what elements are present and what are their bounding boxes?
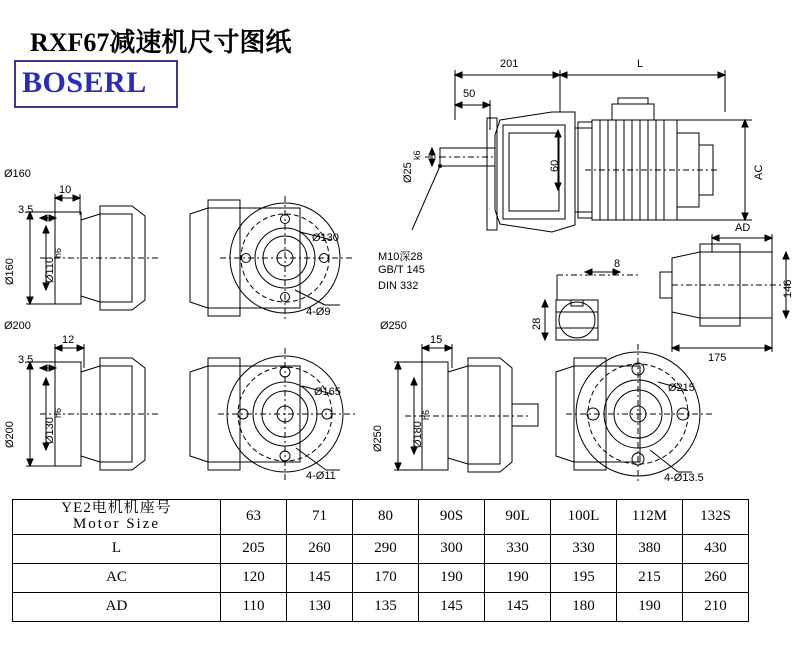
holes-200: 4-Ø11 bbox=[306, 470, 336, 482]
cell: 205 bbox=[221, 534, 287, 563]
dim-8: 8 bbox=[614, 258, 621, 270]
note-thread-2: GB/T 145 bbox=[378, 264, 425, 276]
dim-201: 201 bbox=[500, 58, 519, 70]
cell: 145 bbox=[419, 592, 485, 621]
cell: 290 bbox=[353, 534, 419, 563]
table-col-header: 132S bbox=[683, 500, 749, 535]
dim-L: L bbox=[637, 58, 644, 70]
cell: 195 bbox=[551, 563, 617, 592]
table-row bbox=[13, 563, 749, 592]
dim-160-3-5: 3.5 bbox=[18, 204, 34, 216]
flange-200-title: Ø200 bbox=[4, 320, 31, 332]
table-col-header: 71 bbox=[287, 500, 353, 535]
dim-146: 146 bbox=[782, 279, 794, 298]
flange-160-title: Ø160 bbox=[4, 168, 31, 180]
dim-AC: AC bbox=[753, 164, 765, 180]
cell: 190 bbox=[617, 592, 683, 621]
cell: 145 bbox=[287, 563, 353, 592]
bolt-circle-160: Ø130 bbox=[312, 232, 339, 244]
dim-160-10: 10 bbox=[59, 184, 72, 196]
dia-160-bore: Ø110 bbox=[44, 256, 56, 283]
holes-250: 4-Ø13.5 bbox=[664, 472, 704, 484]
logo-text: BOSERL bbox=[22, 66, 147, 99]
row-label-AD: AD bbox=[13, 592, 221, 621]
dia-200-bore: Ø130 bbox=[44, 417, 56, 444]
table-col-header: 100L bbox=[551, 500, 617, 535]
dia-250-bore-tol: h6 bbox=[421, 409, 431, 420]
dim-175: 175 bbox=[708, 352, 727, 364]
table-header-label-cn: YE2电机机座号 bbox=[61, 500, 172, 516]
dim-60: 60 bbox=[549, 159, 561, 172]
row-label-L: L bbox=[13, 534, 221, 563]
table-header-row bbox=[13, 500, 749, 535]
cell: 380 bbox=[617, 534, 683, 563]
cell: 170 bbox=[353, 563, 419, 592]
cell: 330 bbox=[551, 534, 617, 563]
cell: 430 bbox=[683, 534, 749, 563]
row-label-AC: AC bbox=[13, 563, 221, 592]
cell: 260 bbox=[683, 563, 749, 592]
table-col-header: 63 bbox=[221, 500, 287, 535]
table-header-label-en: Motor Size bbox=[72, 515, 161, 532]
cell: 190 bbox=[419, 563, 485, 592]
bolt-circle-200: Ø165 bbox=[314, 386, 341, 398]
dia-160-outer: Ø160 bbox=[4, 258, 16, 285]
page-title: RXF67减速机尺寸图纸 bbox=[30, 28, 292, 57]
dim-200-3-5: 3.5 bbox=[18, 354, 34, 366]
bolt-circle-250: Ø215 bbox=[668, 382, 695, 394]
dim-200-12: 12 bbox=[62, 334, 75, 346]
dia-250-bore: Ø180 bbox=[412, 421, 424, 448]
dim-28: 28 bbox=[531, 317, 543, 330]
dia-200-bore-tol: h6 bbox=[53, 407, 63, 418]
cell: 260 bbox=[287, 534, 353, 563]
table-row bbox=[13, 592, 749, 621]
table-col-header: 90S bbox=[419, 500, 485, 535]
cell: 130 bbox=[287, 592, 353, 621]
note-thread-1: M10深28 bbox=[378, 251, 423, 263]
cell: 330 bbox=[485, 534, 551, 563]
dia-160-bore-tol: h6 bbox=[53, 247, 63, 258]
cell: 135 bbox=[353, 592, 419, 621]
table-col-header: 90L bbox=[485, 500, 551, 535]
table-row bbox=[13, 534, 749, 563]
dim-shaft-dia: Ø25 bbox=[402, 162, 414, 183]
cell: 190 bbox=[485, 563, 551, 592]
dim-AD-side: AD bbox=[735, 222, 751, 234]
holes-160: 4-Ø9 bbox=[306, 306, 331, 318]
table-col-header: 80 bbox=[353, 500, 419, 535]
table-col-header: 112M bbox=[617, 500, 683, 535]
dia-200-outer: Ø200 bbox=[4, 421, 16, 448]
cell: 180 bbox=[551, 592, 617, 621]
cell: 210 bbox=[683, 592, 749, 621]
note-thread-3: DIN 332 bbox=[378, 280, 419, 292]
cell: 110 bbox=[221, 592, 287, 621]
cell: 120 bbox=[221, 563, 287, 592]
table-header-label bbox=[13, 500, 221, 535]
dim-50: 50 bbox=[463, 88, 476, 100]
dia-250-outer: Ø250 bbox=[372, 425, 384, 452]
cell: 145 bbox=[485, 592, 551, 621]
cell: 300 bbox=[419, 534, 485, 563]
flange-250-title: Ø250 bbox=[380, 320, 407, 332]
cell: 215 bbox=[617, 563, 683, 592]
motor-size-table bbox=[12, 499, 749, 622]
dim-250-15: 15 bbox=[430, 334, 443, 346]
dim-shaft-tol: k6 bbox=[412, 150, 422, 160]
